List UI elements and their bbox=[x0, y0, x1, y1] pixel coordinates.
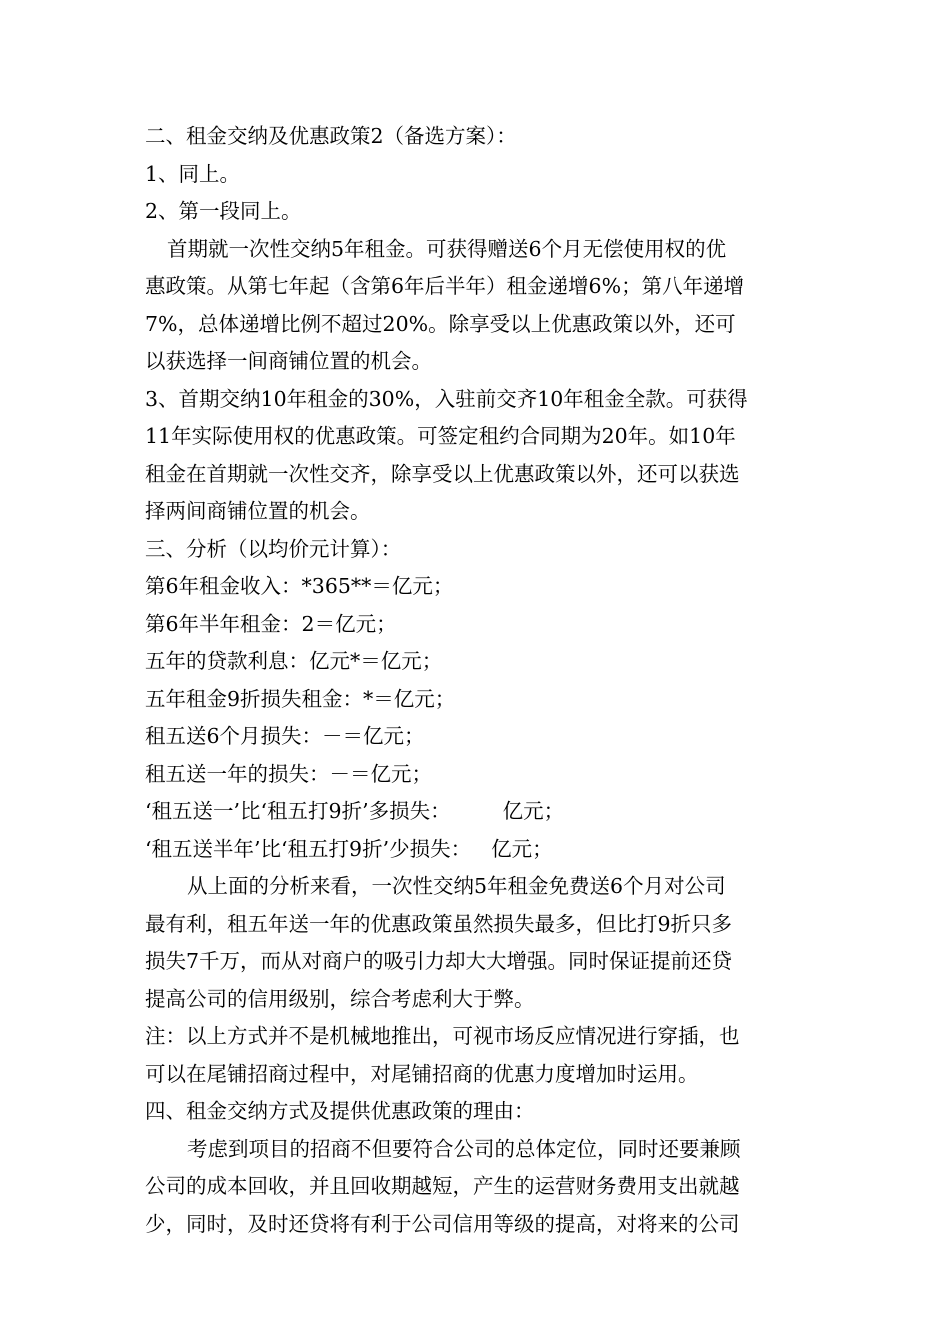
text-line bbox=[145, 718, 810, 756]
text-line bbox=[145, 118, 810, 156]
text-line-content: ‘租五送一’比‘租五打9折’多损失： bbox=[145, 799, 451, 823]
text-line-content: 租五送6个月损失：－＝亿元； bbox=[145, 724, 425, 748]
text-line-content: 3、首期交纳10年租金的30%，入驻前交齐10年租金全款。可获得 bbox=[145, 386, 748, 411]
text-line bbox=[145, 1168, 810, 1206]
text-line-content: 可以在尾铺招商过程中，对尾铺招商的优惠力度增加时运用。 bbox=[145, 1061, 699, 1086]
text-line-content: 五年租金9折损失租金：*＝亿元； bbox=[145, 686, 456, 711]
text-line bbox=[145, 868, 810, 906]
text-line bbox=[145, 568, 810, 606]
text-line bbox=[145, 418, 810, 456]
text-line-tail: 亿元； bbox=[491, 836, 553, 861]
text-line-content: 注：以上方式并不是机械地推出，可视市场反应情况进行穿插，也 bbox=[145, 1024, 740, 1048]
text-line bbox=[145, 981, 810, 1019]
text-line bbox=[145, 831, 810, 869]
text-line bbox=[145, 1093, 810, 1131]
text-line bbox=[145, 1018, 810, 1056]
text-line-content: 少，同时，及时还贷将有利于公司信用等级的提高，对将来的公司 bbox=[145, 1211, 740, 1236]
text-line bbox=[145, 1206, 810, 1244]
text-line bbox=[145, 456, 810, 494]
text-line bbox=[145, 381, 810, 419]
text-line-content: 四、租金交纳方式及提供优惠政策的理由： bbox=[145, 1099, 535, 1123]
text-line bbox=[145, 193, 810, 231]
text-line bbox=[145, 231, 810, 269]
text-line-content: 第6年租金收入：*365**＝亿元； bbox=[145, 574, 454, 598]
text-line-content: 损失7千万，而从对商户的吸引力却大大增强。同时保证提前还贷 bbox=[145, 949, 733, 973]
text-line-content: 最有利，租五年送一年的优惠政策虽然损失最多，但比打9折只多 bbox=[145, 911, 733, 936]
text-line-content: 第6年半年租金：2＝亿元； bbox=[145, 611, 397, 636]
document-body bbox=[145, 118, 810, 1243]
text-line-content: 五年的贷款利息：亿元*＝亿元； bbox=[145, 649, 443, 673]
text-line bbox=[145, 756, 810, 794]
text-line-tail: 亿元； bbox=[502, 799, 565, 823]
text-line-content: 租金在首期就一次性交齐，除享受以上优惠政策以外，还可以获选 bbox=[145, 461, 740, 486]
text-line-content: 租五送一年的损失：－＝亿元； bbox=[145, 761, 432, 786]
text-line-content: 二、租金交纳及优惠政策2（备选方案）： bbox=[145, 124, 517, 148]
text-line-content: 公司的成本回收，并且回收期越短，产生的运营财务费用支出就越 bbox=[145, 1174, 740, 1198]
text-line-content: 以获选择一间商铺位置的机会。 bbox=[145, 349, 432, 373]
text-line-content: 2、第一段同上。 bbox=[145, 199, 302, 223]
text-line bbox=[145, 1056, 810, 1094]
text-line-content: 提高公司的信用级别，综合考虑利大于弊。 bbox=[145, 986, 535, 1011]
text-line-content: 首期就一次性交纳5年租金。可获得赠送6个月无偿使用权的优 bbox=[167, 236, 727, 261]
text-line bbox=[145, 531, 810, 569]
text-line bbox=[145, 943, 810, 981]
text-line bbox=[145, 306, 810, 344]
text-line-content: ‘租五送半年’比‘租五打9折’少损失： bbox=[145, 836, 472, 861]
text-line-content: 考虑到项目的招商不但要符合公司的总体定位，同时还要兼顾 bbox=[187, 1136, 741, 1161]
text-line bbox=[145, 493, 810, 531]
text-line bbox=[145, 643, 810, 681]
text-line-content: 惠政策。从第七年起（含第6年后半年）租金递增6%；第八年递增 bbox=[145, 274, 745, 298]
text-line bbox=[145, 793, 810, 831]
text-line bbox=[145, 1131, 810, 1169]
text-line-content: 三、分析（以均价元计算）： bbox=[145, 536, 402, 561]
text-line-content: 择两间商铺位置的机会。 bbox=[145, 499, 371, 523]
text-line-content: 11年实际使用权的优惠政策。可签定租约合同期为20年。如10年 bbox=[145, 424, 736, 448]
text-line bbox=[145, 268, 810, 306]
text-line bbox=[145, 681, 810, 719]
text-line-content: 从上面的分析来看，一次性交纳5年租金免费送6个月对公司 bbox=[187, 874, 726, 898]
text-line bbox=[145, 156, 810, 194]
text-line-content: 1、同上。 bbox=[145, 161, 241, 186]
text-line bbox=[145, 906, 810, 944]
text-line bbox=[145, 343, 810, 381]
text-line-content: 7%，总体递增比例不超过20%。除享受以上优惠政策以外，还可 bbox=[145, 311, 736, 336]
text-line bbox=[145, 606, 810, 644]
